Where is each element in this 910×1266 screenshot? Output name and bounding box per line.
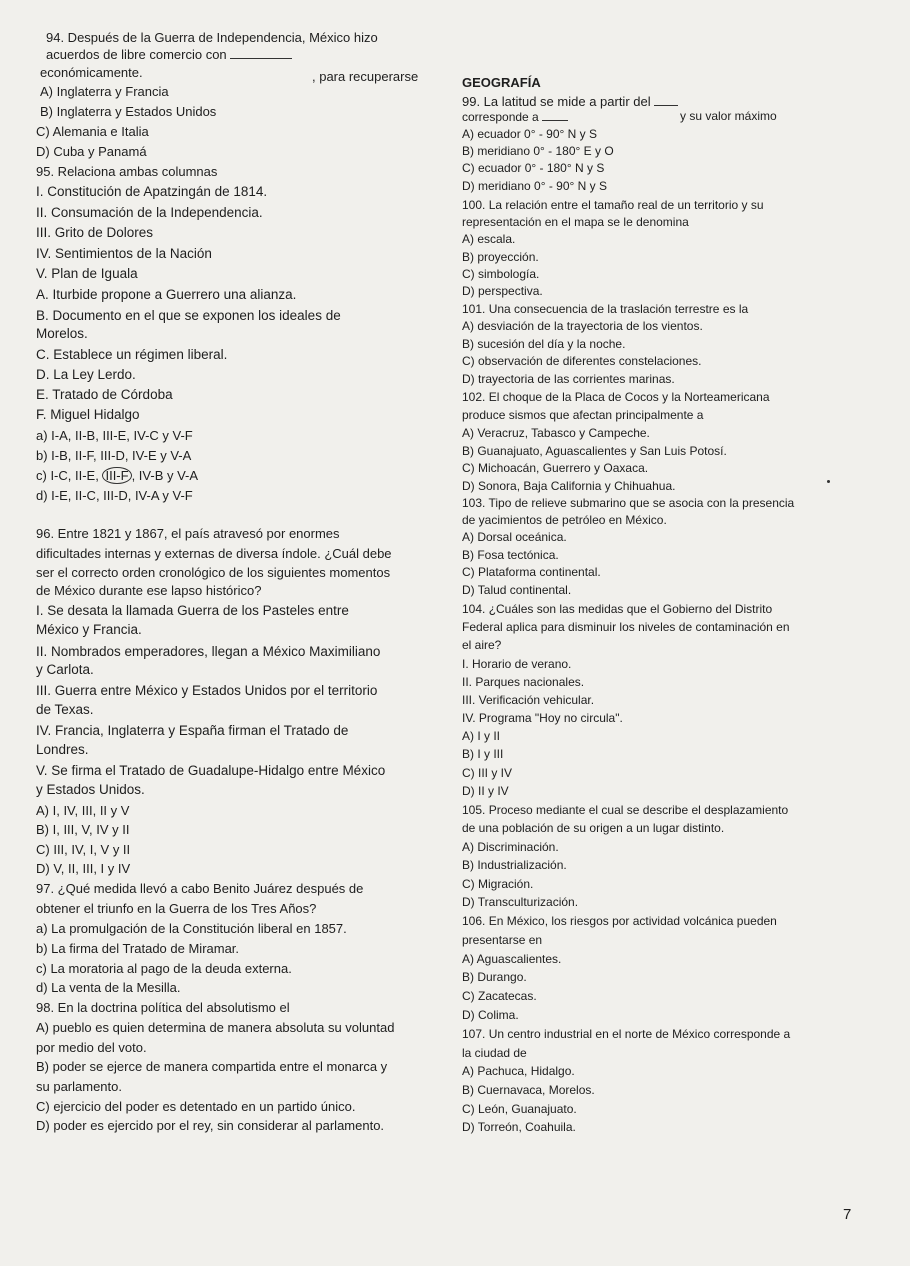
q99-stem-1: 99. La latitud se mide a partir del [462, 95, 678, 108]
q99-option-b[interactable]: B) meridiano 0° - 180° E y O [462, 144, 614, 158]
q97-option-b[interactable]: b) La firma del Tratado de Miramar. [36, 941, 240, 956]
q106-stem-2: presentarse en [462, 933, 543, 947]
q100-stem-1: 100. La relación entre el tamaño real de un territorio y su [462, 198, 764, 212]
q97-option-a[interactable]: a) La promulgación de la Constitución liberal en 1857. [36, 921, 347, 936]
q96-item-v-1: V. Se firma el Tratado de Guadalupe-Hidalgo entre México [36, 763, 386, 778]
q101-option-a[interactable]: A) desviación de la trayectoria de los vientos. [462, 319, 703, 333]
q99-blank-1 [654, 96, 678, 106]
q95-item-iii: III. Grito de Dolores [36, 225, 154, 240]
q102-option-a[interactable]: A) Veracruz, Tabasco y Campeche. [462, 426, 650, 440]
q95-option-b[interactable]: b) I-B, II-F, III-D, IV-E y V-A [36, 448, 192, 463]
q106-option-b[interactable]: B) Durango. [462, 970, 527, 984]
q99-option-a[interactable]: A) ecuador 0° - 90° N y S [462, 127, 597, 141]
q94-option-a[interactable]: A) Inglaterra y Francia [40, 84, 169, 99]
q94-stem-3: económicamente. [40, 65, 143, 80]
q97-stem-2: obtener el triunfo en la Guerra de los Tres Años? [36, 901, 317, 916]
q94-option-b[interactable]: B) Inglaterra y Estados Unidos [40, 104, 217, 119]
q98-option-b-1[interactable]: B) poder se ejerce de manera compartida entre el monarca y [36, 1059, 388, 1074]
q104-item-ii: II. Parques nacionales. [462, 675, 585, 689]
q96-item-ii-1: II. Nombrados emperadores, llegan a México Maximiliano [36, 644, 381, 659]
q94-option-d[interactable]: D) Cuba y Panamá [36, 144, 147, 159]
q96-item-iv-1: IV. Francia, Inglaterra y España firman el Tratado de [36, 723, 349, 738]
q98-option-a-2: por medio del voto. [36, 1040, 147, 1055]
q103-option-d[interactable]: D) Talud continental. [462, 583, 572, 597]
q95-option-c[interactable]: c) I-C, II-E, III-F , IV-B y V-A [36, 468, 199, 483]
q95-col-c: C. Establece un régimen liberal. [36, 347, 228, 362]
q96-stem-3: ser el correcto orden cronológico de los siguientes momentos [36, 565, 391, 580]
q104-item-iv: IV. Programa "Hoy no circula". [462, 711, 623, 725]
q96-item-iii-2: de Texas. [36, 702, 94, 717]
q105-option-c[interactable]: C) Migración. [462, 877, 534, 891]
q101-option-d[interactable]: D) trayectoria de las corrientes marinas. [462, 372, 675, 386]
q96-item-i-2: México y Francia. [36, 622, 142, 637]
q105-option-a[interactable]: A) Discriminación. [462, 840, 559, 854]
q107-option-d[interactable]: D) Torreón, Coahuila. [462, 1120, 576, 1134]
q104-option-b[interactable]: B) I y III [462, 747, 504, 761]
q94-stem-1: 94. Después de la Guerra de Independencia, México hizo [46, 30, 378, 45]
q97-option-d[interactable]: d) La venta de la Mesilla. [36, 980, 181, 995]
page-number: 7 [843, 1206, 852, 1223]
q99-stem-1b: y su valor máximo [680, 109, 777, 123]
q95-item-i: I. Constitución de Apatzingán de 1814. [36, 184, 268, 199]
q96-stem-1: 96. Entre 1821 y 1867, el país atravesó por enormes [36, 526, 340, 541]
q96-stem-2: dificultades internas y externas de diversa índole. ¿Cuál debe [36, 546, 392, 561]
q95-item-iv: IV. Sentimientos de la Nación [36, 246, 212, 261]
section-title-geografia: GEOGRAFÍA [462, 75, 541, 90]
q98-option-c[interactable]: C) ejercicio del poder es detentado en un partido único. [36, 1099, 356, 1114]
q101-stem-1: 101. Una consecuencia de la traslación terrestre es la [462, 302, 749, 316]
q95-col-f: F. Miguel Hidalgo [36, 407, 140, 422]
q104-stem-3: el aire? [462, 638, 502, 652]
q105-stem-2: de una población de su origen a un lugar distinto. [462, 821, 725, 835]
q99-blank-2 [542, 111, 568, 121]
q95-col-e: E. Tratado de Córdoba [36, 387, 173, 402]
q95-option-c-circled: III-F [102, 467, 131, 484]
q94-option-c[interactable]: C) Alemania e Italia [36, 124, 149, 139]
q95-option-a[interactable]: a) I-A, II-B, III-E, IV-C y V-F [36, 428, 193, 443]
q96-stem-4: de México durante ese lapso histórico? [36, 583, 262, 598]
q96-item-i-1: I. Se desata la llamada Guerra de los Pasteles entre [36, 603, 349, 618]
q103-stem-2: de yacimientos de petróleo en México. [462, 513, 667, 527]
q95-col-b-2: Morelos. [36, 326, 88, 341]
q95-item-v: V. Plan de Iguala [36, 266, 138, 281]
q97-option-c[interactable]: c) La moratoria al pago de la deuda externa. [36, 961, 292, 976]
q96-item-iii-1: III. Guerra entre México y Estados Unidos por el territorio [36, 683, 378, 698]
q106-option-a[interactable]: A) Aguascalientes. [462, 952, 562, 966]
q95-item-ii: II. Consumación de la Independencia. [36, 205, 263, 220]
q106-stem-1: 106. En México, los riesgos por actividad volcánica pueden [462, 914, 777, 928]
q104-item-iii: III. Verificación vehicular. [462, 693, 595, 707]
q107-stem-2: la ciudad de [462, 1046, 527, 1060]
q102-stem-1: 102. El choque de la Placa de Cocos y la Norteamericana [462, 390, 770, 404]
q101-option-c[interactable]: C) observación de diferentes constelaciones. [462, 354, 702, 368]
q98-option-b-2: su parlamento. [36, 1079, 122, 1094]
q107-option-b[interactable]: B) Cuernavaca, Morelos. [462, 1083, 595, 1097]
q96-option-d[interactable]: D) V, II, III, I y IV [36, 861, 131, 876]
q96-item-ii-2: y Carlota. [36, 662, 94, 677]
q104-option-d[interactable]: D) II y IV [462, 784, 509, 798]
q107-option-c[interactable]: C) León, Guanajuato. [462, 1102, 577, 1116]
q101-option-b[interactable]: B) sucesión del día y la noche. [462, 337, 626, 351]
q105-option-d[interactable]: D) Transculturización. [462, 895, 579, 909]
q94-stem-2: acuerdos de libre comercio con [46, 48, 292, 61]
q102-option-c[interactable]: C) Michoacán, Guerrero y Oaxaca. [462, 461, 649, 475]
q98-option-d[interactable]: D) poder es ejercido por el rey, sin considerar al parlamento. [36, 1118, 385, 1133]
q102-stem-2: produce sismos que afectan principalmente a [462, 408, 704, 422]
q100-option-d[interactable]: D) perspectiva. [462, 284, 543, 298]
q106-option-c[interactable]: C) Zacatecas. [462, 989, 537, 1003]
q104-stem-2: Federal aplica para disminuir los niveles de contaminación en [462, 620, 790, 634]
q95-col-a: A. Iturbide propone a Guerrero una alianza. [36, 287, 297, 302]
q104-option-c[interactable]: C) III y IV [462, 766, 513, 780]
q105-stem-1: 105. Proceso mediante el cual se describe el desplazamiento [462, 803, 789, 817]
q104-item-i: I. Horario de verano. [462, 657, 572, 671]
q96-item-iv-2: Londres. [36, 742, 89, 757]
q106-option-d[interactable]: D) Colima. [462, 1008, 519, 1022]
q97-stem-1: 97. ¿Qué medida llevó a cabo Benito Juárez después de [36, 881, 364, 896]
q96-option-b[interactable]: B) I, III, V, IV y II [36, 822, 130, 837]
q107-option-a[interactable]: A) Pachuca, Hidalgo. [462, 1064, 575, 1078]
q100-stem-2: representación en el mapa se le denomina [462, 215, 689, 229]
q100-option-b[interactable]: B) proyección. [462, 250, 539, 264]
q95-option-d[interactable]: d) I-E, II-C, III-D, IV-A y V-F [36, 488, 193, 503]
q102-option-d[interactable]: D) Sonora, Baja California y Chihuahua. [462, 479, 676, 493]
q96-option-a[interactable]: A) I, IV, III, II y V [36, 803, 130, 818]
q103-option-c[interactable]: C) Plataforma continental. [462, 565, 601, 579]
q99-option-c[interactable]: C) ecuador 0° - 180° N y S [462, 161, 605, 175]
stray-mark [827, 480, 830, 483]
q103-stem-1: 103. Tipo de relieve submarino que se asocia con la presencia [462, 496, 795, 510]
q102-option-b[interactable]: B) Guanajuato, Aguascalientes y San Luis Potosí. [462, 444, 727, 458]
q103-option-a[interactable]: A) Dorsal oceánica. [462, 530, 567, 544]
q96-option-c[interactable]: C) III, IV, I, V y II [36, 842, 131, 857]
q107-stem-1: 107. Un centro industrial en el norte de México corresponde a [462, 1027, 791, 1041]
q104-stem-1: 104. ¿Cuáles son las medidas que el Gobierno del Distrito [462, 602, 773, 616]
q104-option-a[interactable]: A) I y II [462, 729, 501, 743]
q94-stem-2b: , para recuperarse [312, 69, 419, 84]
q95-col-d: D. La Ley Lerdo. [36, 367, 136, 382]
q103-option-b[interactable]: B) Fosa tectónica. [462, 548, 559, 562]
q100-option-c[interactable]: C) simbología. [462, 267, 540, 281]
q95-title: 95. Relaciona ambas columnas [36, 164, 218, 179]
q99-stem-2: corresponde a [462, 111, 568, 123]
q99-option-d[interactable]: D) meridiano 0° - 90° N y S [462, 179, 607, 193]
q98-option-a-1[interactable]: A) pueblo es quien determina de manera absoluta su voluntad [36, 1020, 395, 1035]
q105-option-b[interactable]: B) Industrialización. [462, 858, 567, 872]
q95-col-b-1: B. Documento en el que se exponen los ideales de [36, 308, 341, 323]
q100-option-a[interactable]: A) escala. [462, 232, 516, 246]
q98-stem-1: 98. En la doctrina política del absolutismo el [36, 1000, 290, 1015]
q96-item-v-2: y Estados Unidos. [36, 782, 145, 797]
q94-blank [230, 48, 292, 59]
